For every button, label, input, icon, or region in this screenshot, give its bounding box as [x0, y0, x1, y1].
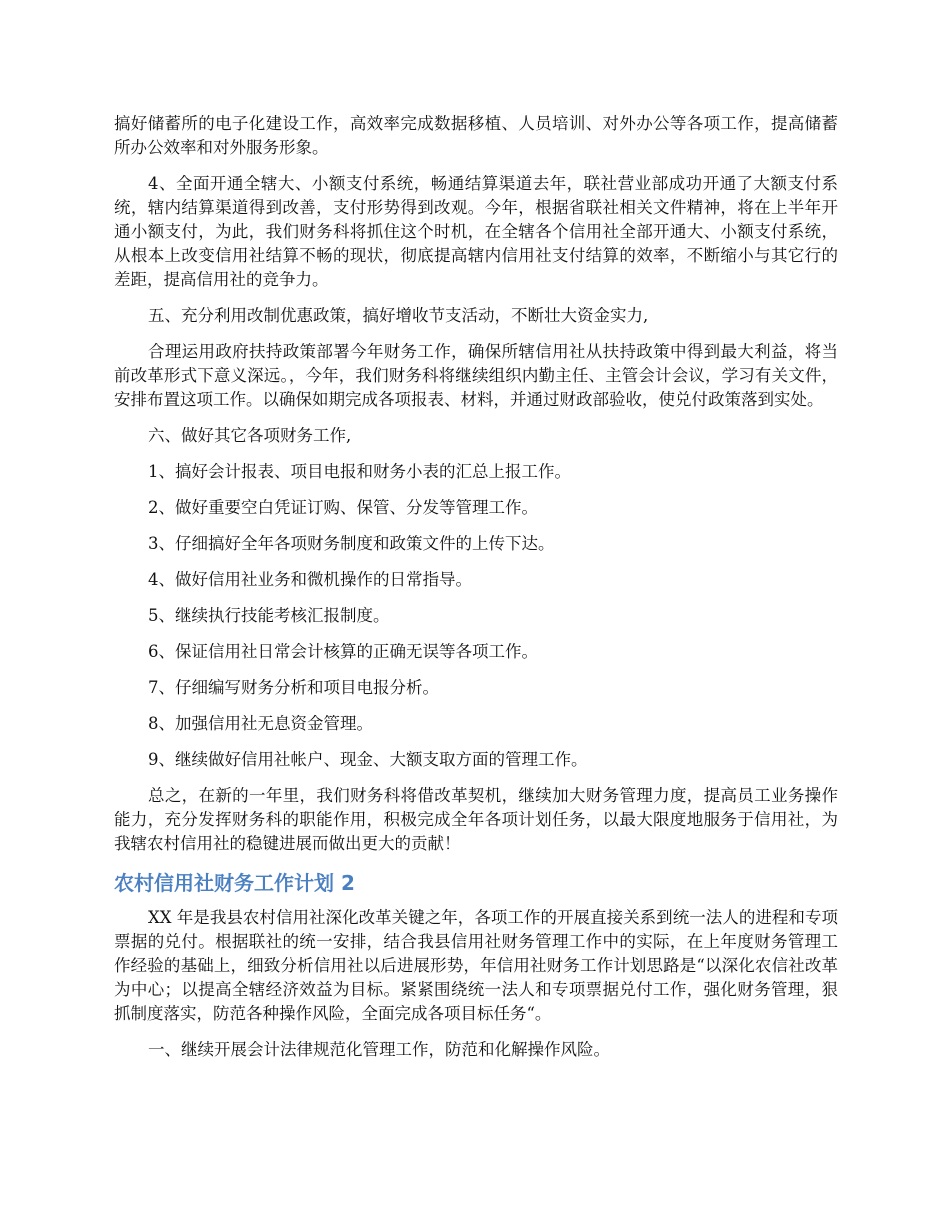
- list-item: 8、加强信用社无息资金管理。: [148, 714, 373, 733]
- section5-title: 五、充分利用改制优惠政策，搞好增收节支活动，不断壮大资金实力,: [148, 306, 649, 325]
- list-item: 9、继续做好信用社帐户、现金、大额支取方面的管理工作。: [148, 750, 588, 769]
- conclusion-paragraph: 总之，在新的一年里，我们财务科将借改革契机，继续加大财务管理力度，提高员工业务操作能力，充分发挥财务科的职能作用，积极完成全年各项计划任务，以最大限度地服务于信用社，为我辖农村信用社的稳键进展而做出更大的贡献！: [114, 786, 838, 853]
- item4-paragraph: 4、全面开通全辖大、小额支付系统，畅通结算渠道去年，联社营业部成功开通了大额支付系统，辖内结算渠道得到改善，支付形势得到改观。今年，根据省联社相关文件精神，将在上半年开通小额支付，为此，我们财务科将抓住这个时机，在全辖各个信用社全部开通大、小额支付系统，从根本上改变信用社结算不畅的现状，彻底提高辖内信用社支付结算的效率，不断缩小与其它行的差距，提高信用社的竞争力。: [114, 174, 838, 289]
- intro-paragraph: 搞好储蓄所的电子化建设工作，高效率完成数据移植、人员培训、对外办公等各项工作，提高储蓄所办公效率和对外服务形象。: [114, 114, 838, 157]
- section6-title: 六、做好其它各项财务工作,: [148, 426, 352, 445]
- list-item: 6、保证信用社日常会计核算的正确无误等各项工作。: [148, 642, 538, 661]
- section-heading: 农村信用社财务工作计划 2: [114, 871, 355, 895]
- list-item: 2、做好重要空白凭证订购、保管、分发等管理工作。: [148, 498, 538, 517]
- list-item: 5、继续执行技能考核汇报制度。: [148, 606, 390, 625]
- list-item: 3、仔细搞好全年各项财务制度和政策文件的上传下达。: [148, 534, 555, 553]
- list-item: 1、搞好会计报表、项目电报和财务小表的汇总上报工作。: [148, 462, 571, 481]
- plan2-paragraph: XX 年是我县农村信用社深化改革关键之年，各项工作的开展直接关系到统一法人的进程和专项票据的兑付。根据联社的统一安排，结合我县信用社财务管理工作中的实际，在上年度财务管理工作经验的基础上，细致分析信用社以后进展形势，年信用社财务工作计划思路是“以深化农信社改革为中心；以提高全辖经济效益为目标。紧紧围绕统一法人和专项票据兑付工作，强化财务管理，狠抓制度落实，防范各种操作风险，全面完成各项目标任务“。: [114, 908, 838, 1023]
- plan2-item-1: 一、继续开展会计法律规范化管理工作，防范和化解操作风险。: [148, 1040, 610, 1059]
- list-item: 7、仔细编写财务分析和项目电报分析。: [148, 678, 439, 697]
- section5-paragraph: 合理运用政府扶持政策部署今年财务工作，确保所辖信用社从扶持政策中得到最大利益，将当前改革形式下意义深远。，今年，我们财务科将继续组织内勤主任、主管会计会议，学习有关文件，安排布置这项工作。以确保如期完成各项报表、材料，并通过财政部验收，使兑付政策落到实处。: [114, 342, 838, 409]
- list-item: 4、做好信用社业务和微机操作的日常指导。: [148, 570, 472, 589]
